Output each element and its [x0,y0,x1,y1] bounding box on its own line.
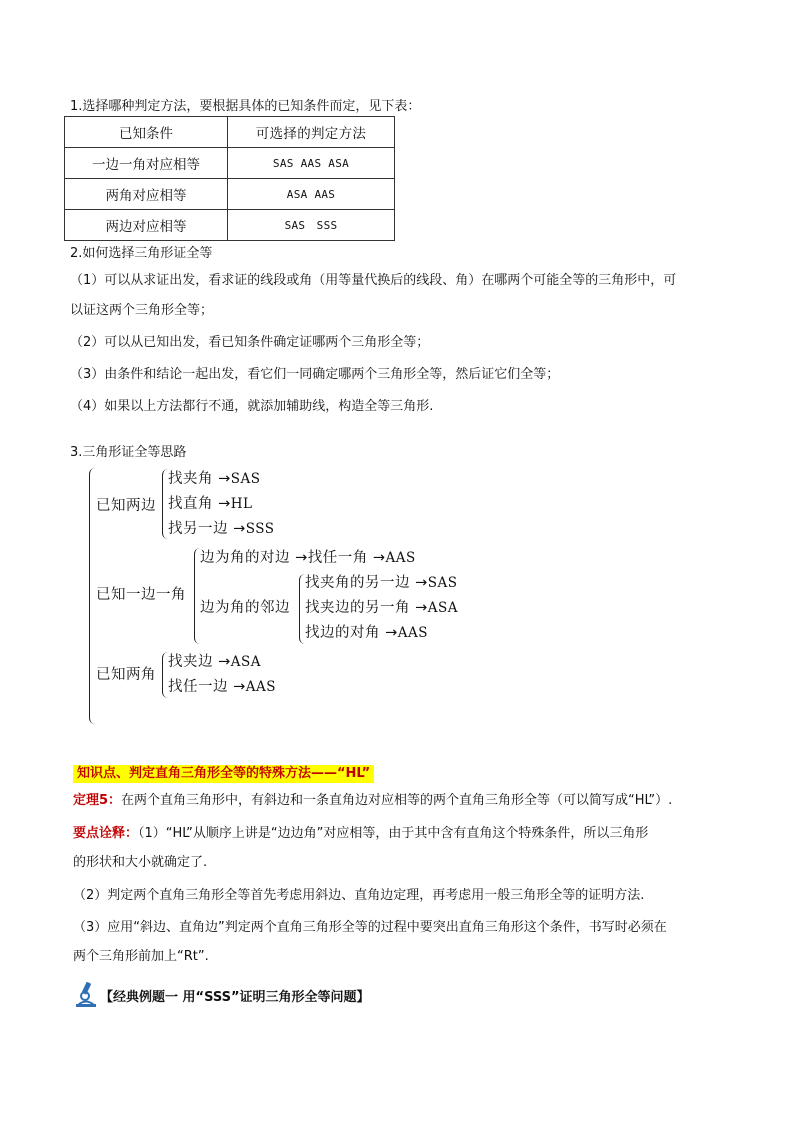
knowledge-title: 知识点、判定直角三角形全等的特殊方法——“HL” [73,765,374,783]
arrow-icon: → [372,550,386,566]
tree-label: 边为角的邻边 [200,600,290,616]
table-cell: SAS AAS ASA [228,148,395,179]
list-item: （2）可以从已知出发，看已知条件确定证哪两个三角形全等； [70,335,430,350]
section3-title: 3.三角形证全等思路 [70,445,187,460]
microscope-icon [73,980,99,1008]
table-cell: ASA AAS [228,179,395,210]
tree-item: 找边的对角 →AAS [305,625,429,641]
table-cell: 两角对应相等 [65,179,228,210]
table-row [65,179,395,210]
list-item: （1）可以从求证出发，看求证的线段或角（用等量代换后的线段、角）在哪两个可能全等的三角形中，可 [70,273,677,288]
arrow-icon: → [415,600,428,616]
section2-title: 2.如何选择三角形证全等 [70,246,213,261]
tree-label: 已知两边 [96,498,156,514]
table-row [65,210,395,241]
arrow-icon: → [385,625,398,641]
arrow-icon: → [233,679,246,695]
arrow-icon: → [218,496,231,512]
arrow-icon: → [218,654,231,670]
tree-item: 找夹边的另一角 →ASA [305,600,459,616]
table-cell: SAS SSS [228,210,395,241]
methods-table [64,116,395,241]
table-header: 可选择的判定方法 [228,117,395,148]
list-item: （4）如果以上方法都行不通，就添加辅助线，构造全等三角形. [70,399,434,414]
key-label: 要点诠释： [73,826,139,841]
arrow-icon: → [233,521,246,537]
tree-label: 已知一边一角 [96,587,186,603]
arrow-icon: → [295,550,308,566]
key-point-3b: 两个三角形前加上“Rt”. [73,949,209,964]
table-row [65,148,395,179]
theorem-text: 在两个直角三角形中，有斜边和一条直角边对应相等的两个直角三角形全等（可以简写成“HL”）. [121,793,673,808]
section1-intro: 1.选择哪种判定方法，要根据具体的已知条件而定，见下表： [70,99,421,114]
tree-label: 已知两角 [96,667,156,683]
key-point-1: 要点诠释：（1）“HL”从顺序上讲是“边边角”对应相等，由于其中含有直角这个特殊条件，所以三角形 [73,826,649,841]
tree-item: 找直角 →HL [168,496,253,512]
key-point-1b: 的形状和大小就确定了. [73,855,208,870]
tree-item: 找夹角的另一边 →SAS [305,575,458,591]
list-item: （3）由条件和结论一起出发，看它们一同确定哪两个三角形全等，然后证它们全等； [70,367,560,382]
theorem-label: 定理5： [73,793,122,808]
tree-item: 找任一边 →AAS [168,679,277,695]
table-cell: 两边对应相等 [65,210,228,241]
tree-item: 找夹角 →SAS [168,471,261,487]
key-point-3: （3）应用“斜边、直角边”判定两个直角三角形全等的过程中要突出直角三角形这个条件，书写时必须在 [73,920,667,935]
arrow-icon: → [218,471,231,487]
tree-item: 找另一边 →SSS [168,521,275,537]
list-item: 以证这两个三角形全等； [70,303,214,318]
example-title: 【经典例题一 用“SSS”证明三角形全等问题】 [100,990,370,1005]
table-header: 已知条件 [65,117,228,148]
table-cell: 一边一角对应相等 [65,148,228,179]
key-point-2: （2）判定两个直角三角形全等首先考虑用斜边、直角边定理，再考虑用一般三角形全等的证明方法. [73,888,645,903]
tree-item: 边为角的对边 →找任一角 →AAS [200,550,416,566]
arrow-icon: → [415,575,428,591]
theorem [73,792,672,810]
tree-item: 找夹边 →ASA [168,654,262,670]
table-header-row [65,117,395,148]
